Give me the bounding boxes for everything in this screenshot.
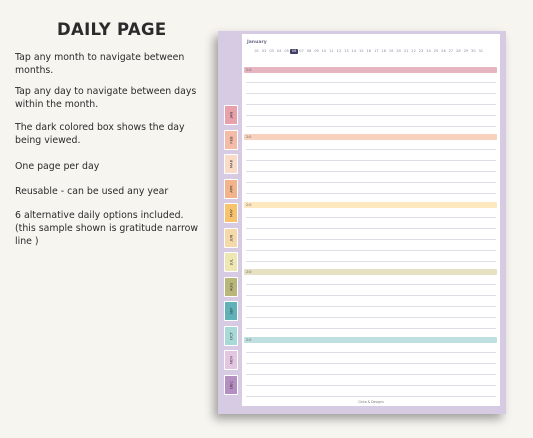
month-tab-label: APR (228, 184, 234, 193)
writing-line (246, 284, 496, 285)
writing-line (246, 250, 496, 251)
month-tab-dec[interactable] (224, 375, 238, 395)
planner-page (218, 31, 506, 414)
month-tab-label: NOV (228, 355, 234, 365)
writing-line (246, 261, 496, 262)
writing-line (246, 115, 496, 116)
day-link[interactable]: 07 (299, 49, 304, 53)
month-tab-label: SEP (228, 307, 234, 315)
month-tab-feb[interactable] (224, 130, 238, 150)
month-tab-label: JAN (228, 111, 234, 119)
month-tab-may[interactable] (224, 203, 238, 223)
day-link[interactable]: 19 (388, 49, 394, 53)
writing-line (246, 193, 496, 194)
day-link[interactable]: 08 (306, 49, 312, 53)
writing-line (246, 328, 496, 329)
writing-line (246, 126, 496, 127)
day-link[interactable]: 10 (321, 49, 327, 53)
month-tab-jul[interactable] (224, 252, 238, 272)
month-tab-apr[interactable] (224, 179, 238, 199)
day-link[interactable]: 11 (329, 49, 334, 53)
day-link[interactable]: 03 (269, 49, 274, 53)
day-link[interactable]: 24 (426, 49, 431, 53)
day-link[interactable]: 14 (351, 49, 357, 53)
month-tab-aug[interactable] (224, 277, 238, 297)
gratitude-section-header: 2:0 (244, 134, 497, 140)
note-text: Tap any month to navigate between months. (15, 52, 185, 76)
writing-line (246, 239, 496, 240)
month-tab-mar[interactable] (224, 154, 238, 174)
month-tab-sep[interactable] (224, 301, 238, 321)
page-heading: DAILY PAGE (57, 20, 167, 39)
day-link[interactable]: 23 (418, 49, 424, 53)
day-link[interactable]: 06 (291, 49, 297, 53)
day-link[interactable]: 27 (448, 49, 454, 53)
writing-line (246, 352, 496, 353)
month-tab-label: MAR (228, 159, 234, 169)
writing-line (246, 217, 496, 218)
day-link[interactable]: 21 (403, 49, 409, 53)
day-link[interactable]: 01 (254, 49, 260, 53)
writing-line (246, 317, 496, 318)
day-link[interactable]: 28 (456, 49, 461, 53)
daily-sheet (242, 34, 500, 406)
month-tab-oct[interactable] (224, 326, 238, 346)
day-link[interactable]: 25 (433, 49, 439, 53)
month-tab-label: FEB (228, 135, 234, 144)
day-selector (253, 49, 485, 54)
day-link[interactable]: 22 (411, 49, 416, 53)
gratitude-section-header: 2:0 (244, 269, 497, 275)
gratitude-section-header: 2:0 (244, 337, 497, 343)
month-tab-label: MAY (228, 209, 234, 217)
day-link[interactable]: 02 (261, 49, 267, 53)
day-link[interactable]: 26 (441, 49, 446, 53)
writing-line (246, 374, 496, 375)
day-link[interactable]: 15 (359, 49, 364, 53)
month-tab-label: AUG (228, 282, 234, 291)
month-tab-label: JUL (228, 258, 234, 266)
writing-line (246, 363, 496, 364)
day-link[interactable]: 17 (373, 49, 379, 53)
day-link[interactable]: 12 (336, 49, 342, 53)
day-link[interactable]: 31 (478, 49, 484, 53)
month-tab-nov[interactable] (224, 350, 238, 370)
writing-line (246, 149, 496, 150)
writing-line (246, 228, 496, 229)
writing-line (246, 385, 496, 386)
writing-line (246, 295, 496, 296)
note-text: Tap any day to navigate between days within the month. (15, 86, 197, 110)
gratitude-section-header: 2:0 (244, 67, 497, 73)
writing-line (246, 306, 496, 307)
day-link[interactable]: 18 (381, 49, 386, 53)
day-link[interactable]: 09 (314, 49, 319, 53)
day-link[interactable]: 30 (471, 49, 476, 53)
month-title: January (247, 40, 267, 45)
month-tab-jan[interactable] (224, 105, 238, 125)
month-tab-label: JUN (228, 234, 234, 241)
writing-line (246, 182, 496, 183)
brand-footer: Cinta & Designs (358, 400, 384, 404)
month-tab-label: OCT (228, 331, 234, 340)
note-text: One page per day (15, 161, 100, 172)
note-text: 6 alternative daily options included. (this sample shown is gratitude narrow line ) (15, 210, 199, 247)
writing-line (246, 82, 496, 83)
day-link[interactable]: 04 (276, 49, 282, 53)
writing-line (246, 104, 496, 105)
month-tab-jun[interactable] (224, 228, 238, 248)
gratitude-section-header: 2:0 (244, 202, 497, 208)
day-link[interactable]: 29 (463, 49, 469, 53)
day-link[interactable]: 16 (366, 49, 372, 53)
day-link[interactable]: 05 (284, 49, 289, 53)
writing-line (246, 93, 496, 94)
writing-line (246, 160, 496, 161)
note-text: Reusable - can be used any year (15, 186, 169, 197)
writing-line (246, 171, 496, 172)
day-link[interactable]: 20 (396, 49, 401, 53)
note-text: The dark colored box shows the day being viewed. (15, 122, 185, 146)
month-tab-label: DEC (228, 380, 234, 389)
day-link[interactable]: 13 (344, 49, 349, 53)
writing-line (246, 396, 496, 397)
